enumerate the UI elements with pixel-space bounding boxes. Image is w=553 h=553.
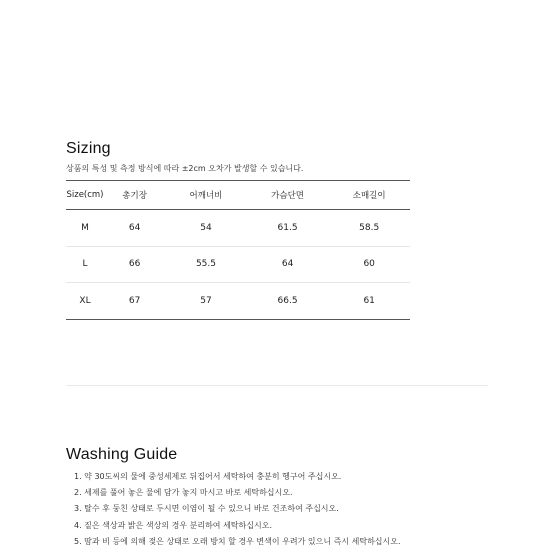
length-cell: 64 — [104, 210, 165, 247]
size-cell: M — [66, 210, 104, 247]
column-header-sleeve: 소매길이 — [328, 181, 410, 210]
washing-guide-list — [74, 471, 401, 552]
list-item: 1. 약 30도씨의 물에 중성세제로 뒤집어서 세탁하여 충분히 헹구어 주십시오. — [74, 472, 342, 481]
column-header-length: 총기장 — [104, 181, 165, 210]
length-cell: 66 — [104, 246, 165, 283]
shoulder-cell: 55.5 — [165, 246, 247, 283]
size-cell: L — [66, 246, 104, 283]
sleeve-cell: 58.5 — [328, 210, 410, 247]
shoulder-cell: 54 — [165, 210, 247, 247]
table-row — [66, 246, 410, 283]
size-table — [66, 180, 410, 320]
chest-cell: 61.5 — [247, 210, 329, 247]
table-row — [66, 283, 410, 320]
list-item: 2. 세제를 풀어 놓은 물에 담가 놓지 마시고 바로 세탁하십시오. — [74, 488, 293, 498]
length-cell: 67 — [104, 283, 165, 320]
chest-cell: 66.5 — [247, 283, 329, 320]
section-divider — [66, 385, 488, 386]
table-row — [66, 210, 410, 247]
list-item: 5. 땀과 비 등에 의해 젖은 상태로 오래 방치 할 경우 변색이 우려가 있으니 즉시 세탁하십시오. — [74, 536, 401, 546]
shoulder-cell: 57 — [165, 283, 247, 320]
column-header-shoulder: 어깨너비 — [165, 181, 247, 210]
column-header-chest: 가슴단면 — [247, 181, 329, 210]
list-item: 4. 짙은 색상과 밝은 색상의 경우 분리하여 세탁하십시오. — [74, 520, 272, 530]
chest-cell: 64 — [247, 246, 329, 283]
sleeve-cell: 60 — [328, 246, 410, 283]
size-table-header-row — [66, 181, 410, 210]
list-item: 3. 탈수 후 둥친 상태로 두시면 이염이 될 수 있으니 바로 건조하여 주십시오. — [74, 504, 339, 514]
size-cell: XL — [66, 283, 104, 320]
column-header-size: Size(cm) — [66, 181, 104, 210]
washing-guide-title: Washing Guide — [66, 446, 178, 463]
sleeve-cell: 61 — [328, 283, 410, 320]
sizing-note: 상품의 특성 및 측정 방식에 따라 ±2cm 오차가 발생할 수 있습니다. — [66, 164, 304, 173]
sizing-title: Sizing — [66, 140, 111, 157]
